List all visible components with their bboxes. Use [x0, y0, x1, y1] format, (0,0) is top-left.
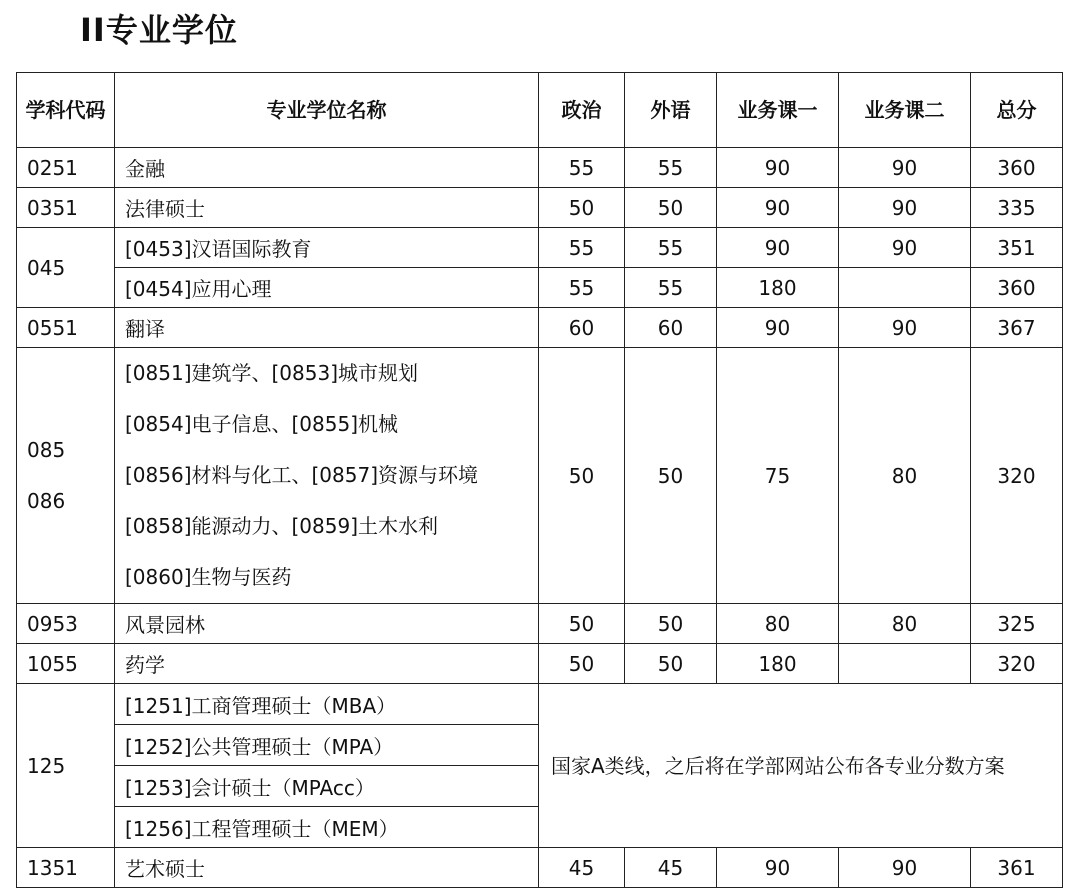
table-row: [17, 348, 1063, 604]
row-language: 50: [625, 188, 717, 228]
row-politics: 60: [539, 308, 625, 348]
row-course2: [839, 268, 971, 308]
row-politics: 55: [539, 228, 625, 268]
row-total: 360: [971, 148, 1063, 188]
row-politics: 50: [539, 348, 625, 604]
row-code: 045: [17, 228, 115, 308]
row-course2: 90: [839, 848, 971, 888]
row-code: 0251: [17, 148, 115, 188]
row-name: [1252]公共管理硕士（MPA）: [115, 725, 538, 766]
header-course1: 业务课一: [717, 73, 839, 148]
row-total: 325: [971, 604, 1063, 644]
row-total: 360: [971, 268, 1063, 308]
row-total: 351: [971, 228, 1063, 268]
row-note: 国家A类线，之后将在学部网站公布各专业分数方案: [539, 684, 1063, 848]
row-code: 0953: [17, 604, 115, 644]
row-course2: 80: [839, 348, 971, 604]
row-language: 60: [625, 308, 717, 348]
sub-name-list: [115, 684, 538, 847]
row-name: [1253]会计硕士（MPAcc）: [115, 766, 538, 807]
row-name: [1251]工商管理硕士（MBA）: [115, 684, 538, 725]
table-header-row: [17, 73, 1063, 148]
row-name: 风景园林: [115, 604, 539, 644]
row-course1: 90: [717, 848, 839, 888]
row-politics: 55: [539, 268, 625, 308]
row-course1: 90: [717, 228, 839, 268]
code-line: 086: [27, 488, 66, 513]
row-total: 335: [971, 188, 1063, 228]
row-name: [0454]应用心理: [115, 268, 539, 308]
row-code: 0551: [17, 308, 115, 348]
row-language: 50: [625, 348, 717, 604]
row-language: 50: [625, 604, 717, 644]
row-politics: 50: [539, 644, 625, 684]
row-code: 0351: [17, 188, 115, 228]
row-language: 50: [625, 644, 717, 684]
table-row: [17, 308, 1063, 348]
row-course2: 80: [839, 604, 971, 644]
name-line: [0858]能源动力、[0859]土木水利: [125, 514, 439, 538]
table-row: [17, 188, 1063, 228]
row-code: 125: [17, 684, 115, 848]
row-total: 320: [971, 644, 1063, 684]
row-course2: 90: [839, 188, 971, 228]
row-code: 1055: [17, 644, 115, 684]
row-politics: 45: [539, 848, 625, 888]
name-line: [0854]电子信息、[0855]机械: [125, 412, 399, 436]
row-name: 法律硕士: [115, 188, 539, 228]
header-politics: 政治: [539, 73, 625, 148]
row-course1: 80: [717, 604, 839, 644]
header-language: 外语: [625, 73, 717, 148]
code-line: 085: [27, 437, 66, 462]
row-total: 361: [971, 848, 1063, 888]
row-name: 翻译: [115, 308, 539, 348]
header-name: 专业学位名称: [115, 73, 539, 148]
row-code: [17, 348, 115, 604]
row-language: 55: [625, 228, 717, 268]
row-course1: 90: [717, 148, 839, 188]
header-total: 总分: [971, 73, 1063, 148]
row-course1: 90: [717, 188, 839, 228]
row-language: 55: [625, 148, 717, 188]
row-name: [0453]汉语国际教育: [115, 228, 539, 268]
row-course1: 180: [717, 268, 839, 308]
header-code: 学科代码: [17, 73, 115, 148]
table-row: [17, 644, 1063, 684]
row-total: 320: [971, 348, 1063, 604]
row-name: 金融: [115, 148, 539, 188]
row-name: [115, 348, 539, 604]
table-row: [17, 684, 1063, 848]
table-row: [17, 148, 1063, 188]
table-row: [17, 268, 1063, 308]
table-row: [17, 604, 1063, 644]
row-course1: 90: [717, 308, 839, 348]
admission-score-table: [16, 72, 1063, 888]
row-course2: 90: [839, 308, 971, 348]
table-row: [17, 848, 1063, 888]
table-row: [17, 228, 1063, 268]
row-course2: 90: [839, 228, 971, 268]
row-language: 45: [625, 848, 717, 888]
row-course1: 75: [717, 348, 839, 604]
row-politics: 50: [539, 604, 625, 644]
row-course2: 90: [839, 148, 971, 188]
name-line: [0851]建筑学、[0853]城市规划: [125, 361, 419, 385]
section-title: II专业学位: [80, 11, 238, 49]
row-course1: 180: [717, 644, 839, 684]
row-name: 艺术硕士: [115, 848, 539, 888]
row-politics: 55: [539, 148, 625, 188]
row-name: [1256]工程管理硕士（MEM）: [125, 816, 399, 841]
header-course2: 业务课二: [839, 73, 971, 148]
name-line: [0856]材料与化工、[0857]资源与环境: [125, 463, 479, 487]
row-name-group: [115, 684, 539, 848]
row-total: 367: [971, 308, 1063, 348]
row-politics: 50: [539, 188, 625, 228]
row-name: 药学: [115, 644, 539, 684]
row-language: 55: [625, 268, 717, 308]
name-line: [0860]生物与医药: [125, 565, 292, 589]
row-code: 1351: [17, 848, 115, 888]
row-course2: [839, 644, 971, 684]
